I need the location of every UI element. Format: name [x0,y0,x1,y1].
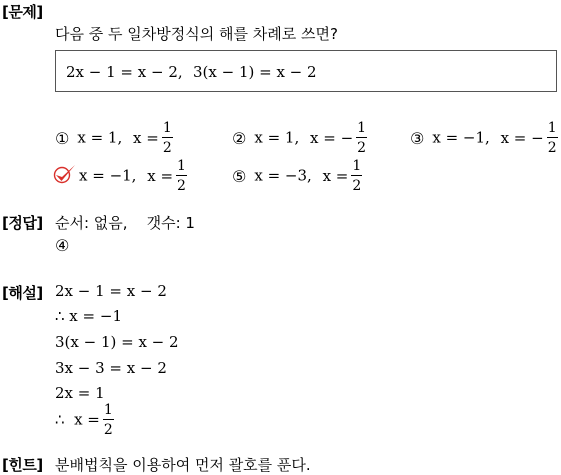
option-first-root: x = −1, [79,166,137,185]
option-first-root: x = 1, [77,128,123,147]
option-second-root: x = − [310,128,354,147]
option-first-root: x = 1, [254,128,300,147]
option-marker: ③ [410,128,425,148]
option-3[interactable] [410,121,558,155]
option-5[interactable] [232,159,362,193]
option-marker: ① [55,128,70,148]
option-first-root: x = −3, [254,166,312,185]
check-icon [53,163,77,185]
fraction: $\frac{1}{2}$ [357,120,367,156]
fraction: $\frac{1}{2}$ [162,120,172,156]
explanation-line-5: 2x = 1 [55,384,105,402]
option-second-root: x = [322,166,349,185]
option-second-root: x = − [500,128,544,147]
equation-1: 2x − 1 = x − 2, [66,63,183,81]
problem-label: [문제] [2,3,43,21]
fraction: $\frac{1}{2}$ [547,120,557,156]
hint-text: 분배법칙을 이용하여 먼저 괄호를 푼다. [55,456,311,474]
equation-box [55,50,557,92]
option-1[interactable] [55,121,173,155]
option-marker: ⑤ [232,166,247,186]
problem-text: 다음 중 두 일차방정식의 해를 차례로 쓰면? [55,25,338,43]
explanation-line-6: ∴ x = $\frac{1}{2}$ [55,402,113,438]
option-2[interactable] [232,121,367,155]
option-second-root: x = [133,128,159,147]
answer-value: ④ [55,236,70,255]
answer-summary: 순서: 없음, 갯수: 1 [55,214,195,232]
option-second-root: x = [147,166,174,185]
option-marker: ② [232,128,247,148]
explanation-line-4: 3x − 3 = x − 2 [55,359,167,377]
equation-2: 3(x − 1) = x − 2 [193,63,317,81]
fraction: $\frac{1}{2}$ [177,158,186,194]
option-first-root: x = −1, [432,128,490,147]
explanation-line-1: 2x − 1 = x − 2 [55,282,167,300]
explanation-label: [해설] [2,284,43,302]
fraction: $\frac{1}{2}$ [352,158,362,194]
explanation-line-3: 3(x − 1) = x − 2 [55,333,179,351]
fraction: $\frac{1}{2}$ [103,402,113,438]
option-4[interactable] [79,159,187,193]
explanation-line-2: ∴ x = −1 [55,307,122,325]
hint-label: [힌트] [2,456,43,474]
answer-label: [정답] [2,214,43,232]
